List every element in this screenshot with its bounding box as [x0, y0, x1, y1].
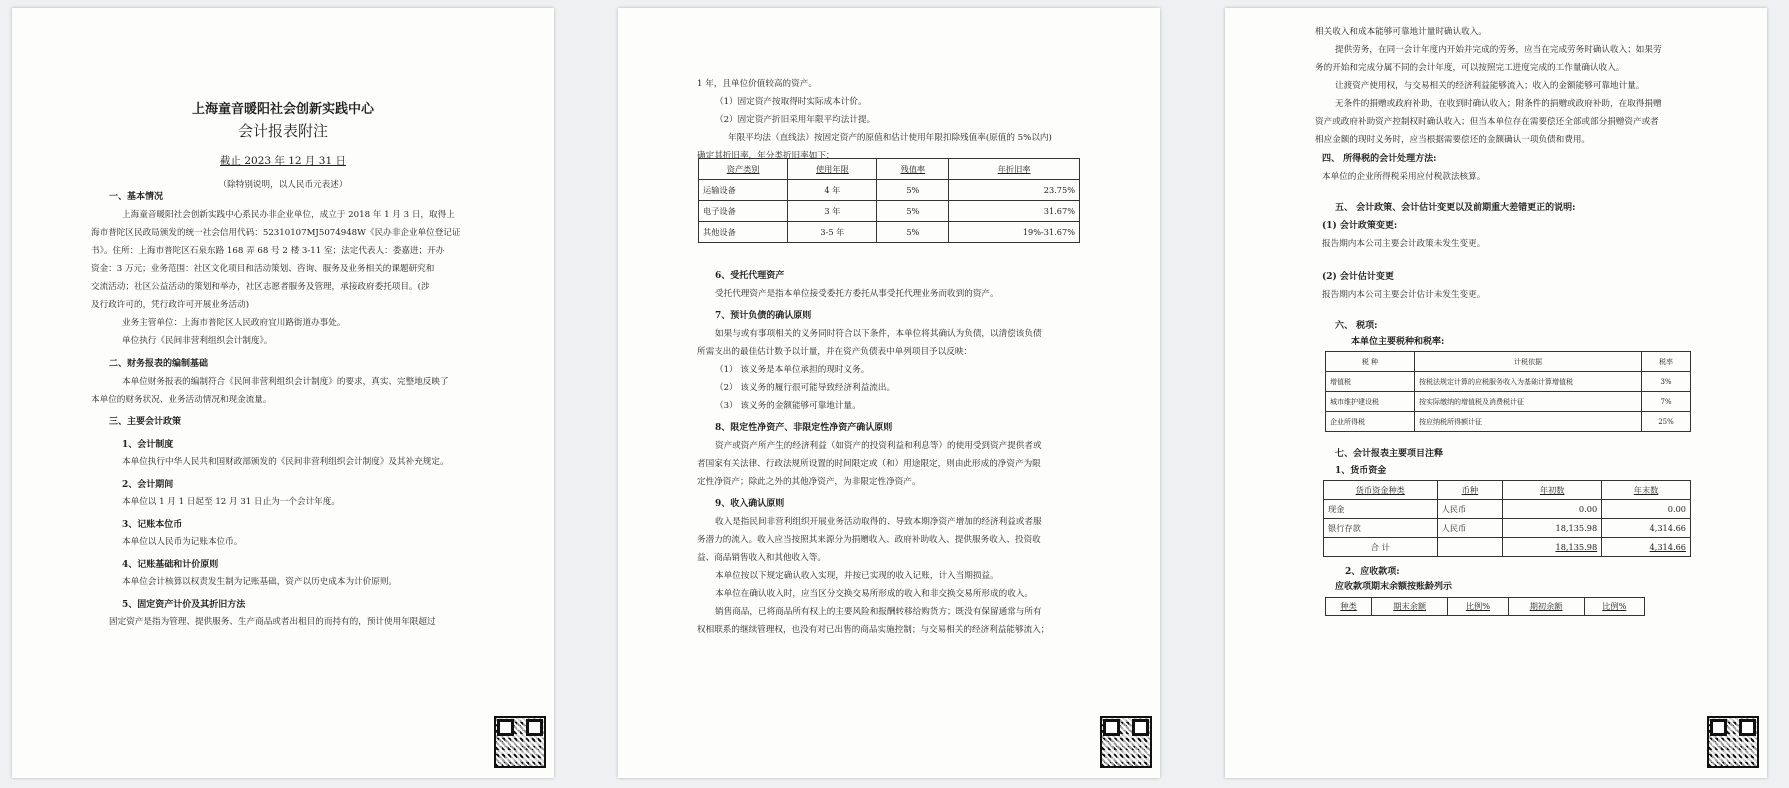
section-heading: 9、收入确认原则 — [715, 499, 785, 509]
table-cell: 0.00 — [1602, 500, 1691, 519]
text-line: （2） 该义务的履行很可能导致经济利益流出。 — [715, 383, 896, 393]
table-header: 比例% — [1448, 598, 1508, 616]
text-line: 交流活动；社区公益活动的策划和举办，社区志愿者服务及管理，承接政府委托项目。(涉 — [91, 282, 430, 292]
section-heading: 8、限定性净资产、非限定性净资产确认原则 — [715, 423, 893, 433]
table-cell: 其他设备 — [699, 222, 788, 243]
organization-name: 上海童音暖阳社会创新实践中心 — [191, 102, 374, 117]
text-line: 本单位会计核算以权责发生制为记账基础，资产以历史成本为计价原则。 — [122, 577, 398, 587]
section-heading: 1、货币资金 — [1335, 466, 1387, 476]
text-line: 受托代理资产是指本单位接受委托方委托从事受托代理业务而收到的资产。 — [715, 289, 999, 299]
table-row — [1326, 392, 1691, 412]
table-row — [1326, 372, 1691, 392]
table-cell: 运输设备 — [699, 180, 788, 201]
page-2 — [618, 8, 1160, 778]
table-cell: 23.75% — [949, 180, 1080, 201]
text-line: 及行政许可的，凭行政许可开展业务活动) — [91, 300, 250, 310]
section-heading: 应收款项期末余额按账龄列示 — [1335, 582, 1453, 592]
table-header: 期末余额 — [1372, 598, 1448, 616]
table-row — [699, 222, 1080, 243]
text-line: （3） 该义务的金额能够可靠地计量。 — [715, 401, 861, 411]
table-cell: 4,314.66 — [1602, 519, 1691, 538]
table-cell: 按税法规定计算的应税服务收入为基础计算增值税 — [1415, 372, 1642, 392]
table-total-row — [1324, 538, 1691, 557]
table-cell: 城市维护建设税 — [1326, 392, 1415, 412]
table-row — [1324, 519, 1691, 538]
page-1-content — [12, 8, 554, 778]
table-header: 种类 — [1326, 598, 1372, 616]
text-line: 本单位在确认收入时，应当区分交换交易所形成的收入和非交换交易所形成的收入。 — [715, 589, 1033, 599]
table-header: 货币资金种类 — [1324, 481, 1438, 500]
table-header: 税率 — [1642, 352, 1691, 372]
table-cell: 7% — [1642, 392, 1691, 412]
text-line: 年限平均法（直线法）按固定资产的原值和估计使用年限扣除残值率(原值的 5%以内) — [728, 133, 1052, 143]
table-cell: 25% — [1642, 412, 1691, 432]
table-row — [1324, 500, 1691, 519]
page-2-content — [618, 8, 1160, 778]
table-row — [1326, 412, 1691, 432]
text-line: 相关收入和成本能够可靠地计量时确认收入。 — [1315, 27, 1487, 37]
text-line: 海市普陀区民政局颁发的统一社会信用代码：52310107MJ5074948W《民办非企业单位登记证 — [91, 228, 461, 238]
table-cell: 按实际缴纳的增值税及消费税计征 — [1415, 392, 1642, 412]
text-line: 业务主管单位：上海市普陀区人民政府宜川路街道办事处。 — [122, 318, 346, 328]
table-row — [699, 201, 1080, 222]
table-cell: 4,314.66 — [1602, 538, 1691, 557]
text-line: 本单位执行中华人民共和国财政部颁发的《民间非营利组织会计制度》及其补充规定。 — [122, 457, 449, 467]
text-line: 资产或资产所产生的经济利益（如资产的投资利益和利息等）的使用受到资产提供者或 — [715, 441, 1042, 451]
page-3 — [1225, 8, 1767, 778]
section-heading: 2、应收款项: — [1345, 567, 1400, 577]
table-header: 年初数 — [1503, 481, 1602, 500]
receivables-table — [1325, 597, 1645, 616]
table-header: 资产类别 — [699, 159, 788, 180]
text-line: 报告期内本公司主要会计政策未发生变更。 — [1322, 239, 1486, 249]
text-line: 单位执行《民间非营利组织会计制度》。 — [122, 336, 273, 346]
table-cell: 3 年 — [788, 201, 877, 222]
qr-code-icon — [1707, 716, 1759, 768]
text-line: 书》。住所：上海市普陀区石泉东路 168 弄 68 号 2 楼 3-11 室；法定代表人：娄嘉进；开办 — [91, 246, 445, 256]
section-heading: 4、记账基础和计价原则 — [122, 560, 219, 570]
table-header: 币种 — [1437, 481, 1503, 500]
text-line: 上海童音暖阳社会创新实践中心系民办非企业单位，成立于 2018 年 1 月 3 日，取得上 — [122, 210, 455, 220]
text-line: 让渡资产使用权，与交易相关的经济利益能够流入；收入的金额能够可靠地计量。 — [1335, 81, 1645, 91]
table-header: 残值率 — [877, 159, 949, 180]
page-3-content — [1225, 8, 1767, 778]
text-line: 务的开始和完成分属不同的会计年度，可以按照完工进度完成的工作量确认收入。 — [1315, 63, 1625, 73]
text-line: 所需支出的最佳估计数予以计量，并在资产负债表中单列项目予以反映： — [697, 347, 973, 357]
section-heading: 三、主要会计政策 — [109, 417, 182, 427]
table-cell: 0.00 — [1503, 500, 1602, 519]
section-heading: 六、 税项: — [1335, 321, 1378, 331]
text-line: 本单位财务报表的编制符合《民间非营利组织会计制度》的要求，真实、完整地反映了 — [122, 377, 449, 387]
text-line: 益、商品销售收入和其他收入等。 — [697, 553, 826, 563]
table-cell: 银行存款 — [1324, 519, 1438, 538]
table-cell: 按应纳税所得额计征 — [1415, 412, 1642, 432]
section-heading: 3、记账本位币 — [122, 520, 183, 530]
qr-code-icon — [494, 716, 546, 768]
section-heading: 七、会计报表主要项目注释 — [1335, 449, 1444, 459]
text-line: 资金：3 万元；业务范围：社区文化项目和活动策划、咨询、服务及业务相关的课题研究和 — [91, 264, 435, 274]
section-heading: 二、财务报表的编制基础 — [109, 359, 209, 369]
text-line: 权相联系的继续管理权，也没有对已出售的商品实施控制；与交易相关的经济利益能够流入； — [697, 625, 1050, 635]
table-header: 年末数 — [1602, 481, 1691, 500]
table-cell: 3% — [1642, 372, 1691, 392]
text-line: 者国家有关法律、行政法规所设置的时间限定或（和）用途限定，则由此形成的净资产为限 — [697, 459, 1041, 469]
text-line: 本单位以人民币为记账本位币。 — [122, 537, 243, 547]
tax-table — [1325, 351, 1691, 432]
text-line: （1） 该义务是本单位承担的现时义务。 — [715, 365, 870, 375]
text-line: 销售商品，已将商品所有权上的主要风险和报酬转移给购货方；既没有保留通常与所有 — [715, 607, 1042, 617]
table-cell: 18,135.98 — [1503, 538, 1602, 557]
text-line: 本单位以 1 月 1 日起至 12 月 31 日止为一个会计年度。 — [122, 497, 340, 507]
text-line: 确定其折旧率，年分类折旧率如下： — [697, 151, 835, 161]
currency-note: （除特别说明，以人民币元表述） — [218, 180, 348, 190]
text-line: 无条件的捐赠或政府补助，在收到时确认收入；附条件的捐赠或政府补助，在取得捐赠 — [1335, 99, 1662, 109]
section-heading: 一、基本情况 — [109, 192, 164, 202]
table-header: 计税依据 — [1415, 352, 1642, 372]
section-heading: 四、 所得税的会计处理方法: — [1322, 154, 1437, 164]
table-cell: 3-5 年 — [788, 222, 877, 243]
text-line: 1 年，且单位价值较高的资产。 — [697, 79, 817, 89]
table-cell: 5% — [877, 201, 949, 222]
section-heading: (2) 会计估计变更 — [1322, 272, 1394, 282]
table-header: 比例% — [1584, 598, 1644, 616]
section-heading: 5、固定资产计价及其折旧方法 — [122, 600, 246, 610]
section-heading: 本单位主要税种和税率: — [1351, 337, 1445, 347]
cash-table — [1323, 480, 1691, 557]
qr-code-icon — [1100, 716, 1152, 768]
text-line: 本单位的财务状况、业务活动情况和现金流量。 — [91, 395, 272, 405]
table-cell: 31.67% — [949, 201, 1080, 222]
table-cell: 5% — [877, 180, 949, 201]
text-line: 本单位的企业所得税采用应付税款法核算。 — [1322, 172, 1486, 182]
table-cell — [1437, 538, 1503, 557]
table-row — [699, 180, 1080, 201]
section-heading: (1) 会计政策变更: — [1322, 221, 1398, 231]
table-cell: 人民币 — [1437, 519, 1503, 538]
document-title: 会计报表附注 — [237, 122, 328, 140]
depreciation-table — [698, 158, 1080, 243]
table-cell: 18,135.98 — [1503, 519, 1602, 538]
section-heading: 1、会计制度 — [122, 440, 174, 450]
text-line: （2）固定资产折旧采用年限平均法计提。 — [715, 115, 876, 125]
table-cell: 企业所得税 — [1326, 412, 1415, 432]
table-cell: 19%-31.67% — [949, 222, 1080, 243]
section-heading: 7、预计负债的确认原则 — [715, 311, 812, 321]
text-line: 固定资产是指为管理、提供服务、生产商品或者出租目的而持有的，预计使用年限超过 — [109, 617, 436, 627]
page-1 — [12, 8, 554, 778]
text-line: （1）固定资产按取得时实际成本计价。 — [715, 97, 867, 107]
text-line: 收入是指民间非营利组织开展业务活动取得的、导致本期净资产增加的经济利益或者服 — [715, 517, 1042, 527]
text-line: 定性净资产；除此之外的其他净资产，为非限定性净资产。 — [697, 477, 921, 487]
text-line: 务潜力的流入。收入应当按照其来源分为捐赠收入、政府补助收入、提供服务收入、投资收 — [697, 535, 1041, 545]
table-cell: 增值税 — [1326, 372, 1415, 392]
section-heading: 五、 会计政策、会计估计变更以及前期重大差错更正的说明: — [1335, 203, 1576, 213]
text-line: 提供劳务，在同一会计年度内开始并完成的劳务，应当在完成劳务时确认收入；如果劳 — [1335, 45, 1662, 55]
text-line: 报告期内本公司主要会计估计未发生变更。 — [1322, 290, 1486, 300]
text-line: 相应金额的现时义务时，应当根据需要偿还的金额确认一项负债和费用。 — [1315, 135, 1591, 145]
text-line: 如果与或有事项相关的义务同时符合以下条件，本单位将其确认为负债，以清偿该负债 — [715, 329, 1042, 339]
table-header: 期初余额 — [1508, 598, 1584, 616]
table-cell: 现金 — [1324, 500, 1438, 519]
table-cell: 4 年 — [788, 180, 877, 201]
table-cell: 合 计 — [1324, 538, 1438, 557]
table-cell: 电子设备 — [699, 201, 788, 222]
section-heading: 2、会计期间 — [122, 480, 174, 490]
section-heading: 6、受托代理资产 — [715, 271, 785, 281]
text-line: 本单位按以下规定确认收入实现，并按已实现的收入记账，计入当期损益。 — [715, 571, 999, 581]
table-header: 使用年限 — [788, 159, 877, 180]
table-cell: 5% — [877, 222, 949, 243]
table-cell: 人民币 — [1437, 500, 1503, 519]
text-line: 资产或政府补助资产控制权时确认收入；但当本单位存在需要偿还全部或部分捐赠资产或者 — [1315, 117, 1659, 127]
table-header: 税 种 — [1326, 352, 1415, 372]
report-period: 截止 2023 年 12 月 31 日 — [220, 155, 346, 167]
table-header: 年折旧率 — [949, 159, 1080, 180]
